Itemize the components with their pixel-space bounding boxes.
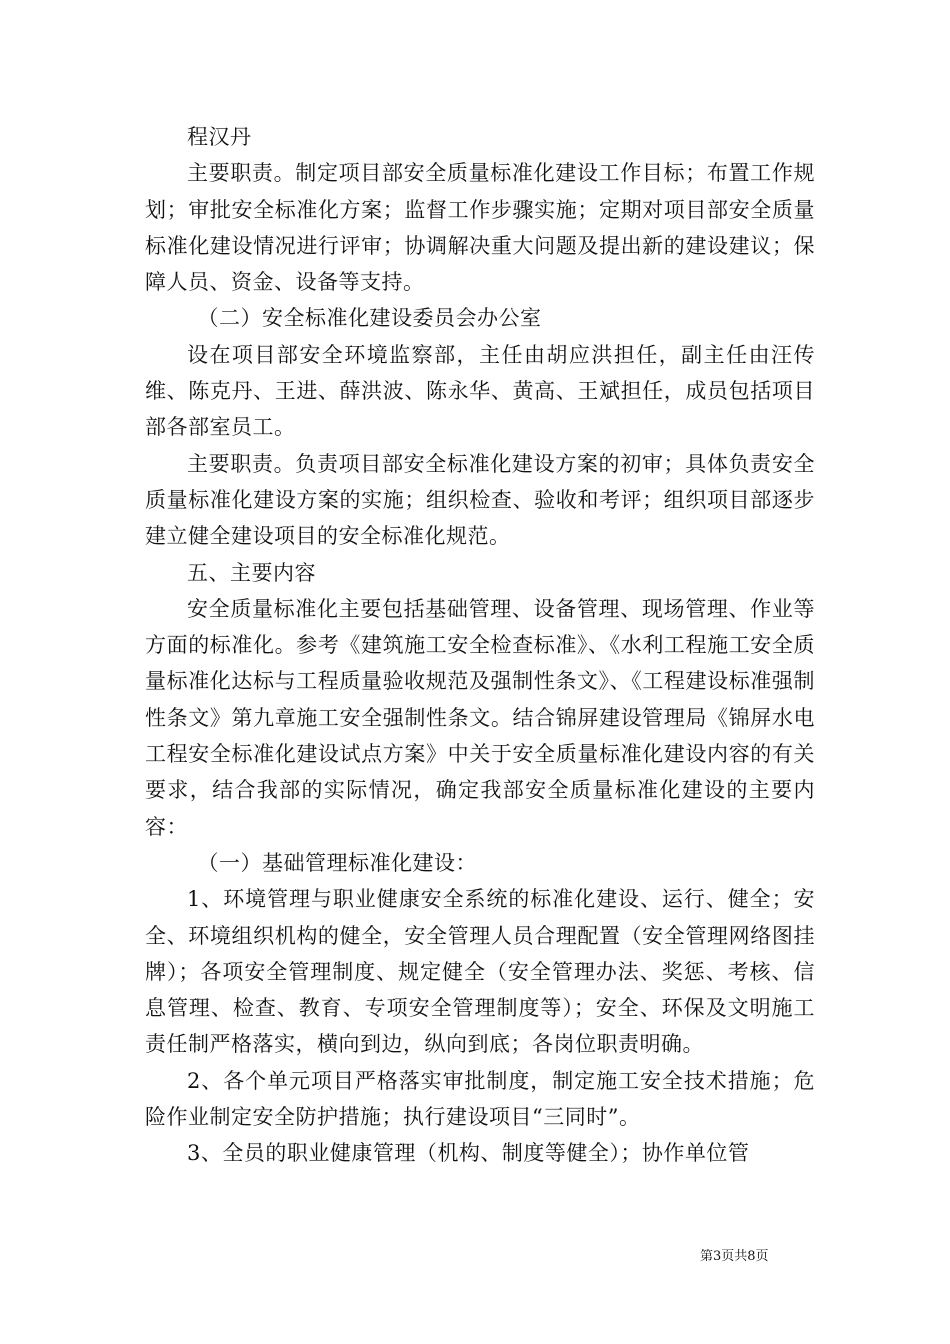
section-heading-main-content: 五、主要内容 [187, 560, 316, 585]
section-heading-office: （二）安全标准化建设委员会办公室 [197, 306, 542, 331]
paragraph-name: 程汉丹 [187, 125, 252, 149]
paragraph-office-members: 设在项目部安全环境监察部，主任由胡应洪担任，副主任由汪传维、陈克丹、王进、薛洪波、陈永华、黄高、王斌担任，成员包括项目部各部室员工。 [145, 342, 815, 440]
page-number-footer: 第3页共8页 [700, 1249, 769, 1264]
paragraph-duties-office: 主要职责。负责项目部安全标准化建设方案的初审；具体负责安全质量标准化建设方案的实施；组织检查、验收和考评；组织项目部逐步建立健全建设项目的安全标准化规范。 [145, 451, 815, 549]
list-item-2: 2、各个单元项目严格落实审批制度，制定施工安全技术措施；危险作业制定安全防护措施；执行建设项目“三同时”。 [145, 1068, 815, 1130]
paragraph-duties-committee: 主要职责。制定项目部安全质量标准化建设工作目标；布置工作规划；审批安全标准化方案；监督工作步骤实施；定期对项目部安全质量标准化建设情况进行评审；协调解决重大问题及提出新的建设建议；保障人员、资金、设备等支持。 [145, 161, 815, 295]
paragraph-main-content: 安全质量标准化主要包括基础管理、设备管理、现场管理、作业等方面的标准化。参考《建筑施工安全检查标准》、《水利工程施工安全质量标准化达标与工程质量验收规范及强制性条文》、《工程建设标准强制性条文》第九章施工安全强制性条文。结合锦屏建设管理局《锦屏水电工程安全标准化建设试点方案》中关于安全质量标准化建设内容的有关要求，结合我部的实际情况，确定我部安全质量标准化建设的主要内容： [145, 596, 815, 839]
list-item-1: 1、环境管理与职业健康安全系统的标准化建设、运行、健全；安全、环境组织机构的健全，安全管理人员合理配置（安全管理网络图挂牌）；各项安全管理制度、规定健全（安全管理办法、奖惩、考核、信息管理、检查、教育、专项安全管理制度等）；安全、环保及文明施工责任制严格落实，横向到边，纵向到底；各岗位职责明确。 [145, 887, 815, 1057]
list-item-3: 3、全员的职业健康管理（机构、制度等健全）；协作单位管 [187, 1141, 750, 1166]
document-body [145, 119, 815, 1172]
section-heading-basic-management: （一）基础管理标准化建设： [197, 850, 477, 875]
